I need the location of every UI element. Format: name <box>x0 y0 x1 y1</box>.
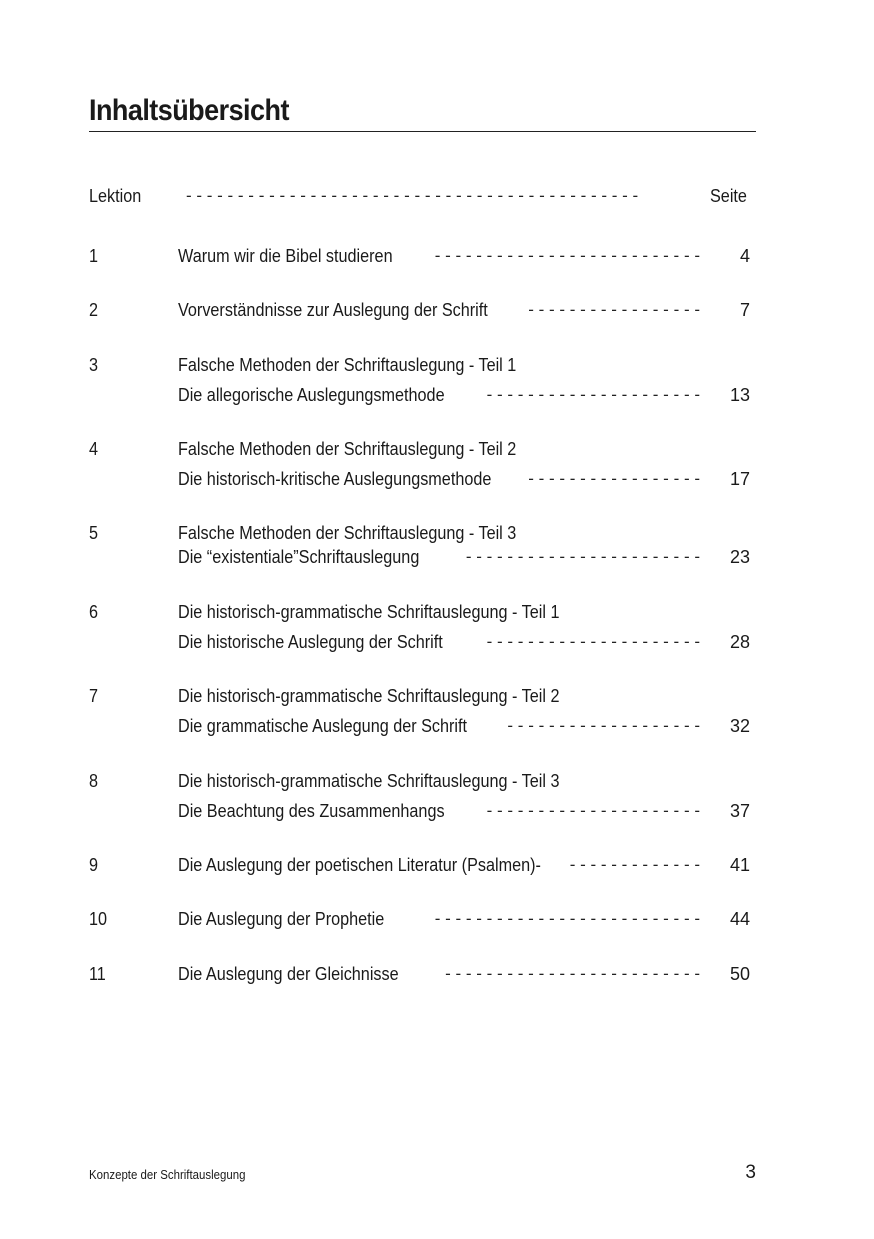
lesson-number: 3 <box>89 355 99 375</box>
header-leader-dots: - - - - - - - - - - - - - - - - - - - - - - - - - - - - - - - - - - - - - - - - - - - - <box>186 186 639 205</box>
lesson-subtitle: Die “existentiale”Schriftauslegung <box>178 547 420 567</box>
page-number: 28 <box>729 632 750 652</box>
leader-dots: - - - - - - - - - - - - - - - - - - - - - <box>486 632 700 651</box>
page-number: 32 <box>729 716 750 736</box>
lesson-number: 11 <box>89 964 106 984</box>
lesson-subtitle: Die allegorische Auslegungsmethode <box>178 385 445 405</box>
lesson-number: 1 <box>89 246 99 266</box>
page-number: 17 <box>729 469 750 489</box>
lesson-number: 10 <box>89 909 108 929</box>
lesson-number: 2 <box>89 300 99 320</box>
page-number: 23 <box>729 547 750 567</box>
page-number: 37 <box>729 801 750 821</box>
lesson-title: Die historisch-grammatische Schriftauslegung - Teil 3 <box>178 771 560 791</box>
leader-dots: - - - - - - - - - - - - - - - - - - - - - - - - - <box>445 964 700 983</box>
leader-dots: - - - - - - - - - - - - - - - - - - - - - - - - - - <box>434 246 700 265</box>
page-number: 41 <box>729 855 750 875</box>
lesson-title: Falsche Methoden der Schriftauslegung - Teil 1 <box>178 355 517 375</box>
leader-dots: - - - - - - - - - - - - - - - - - - - <box>507 716 700 735</box>
lesson-title: Vorverständnisse zur Auslegung der Schrift <box>178 300 488 320</box>
lesson-subtitle: Die grammatische Auslegung der Schrift <box>178 716 468 736</box>
lesson-title: Die historisch-grammatische Schriftauslegung - Teil 2 <box>178 686 560 706</box>
seite-header: Seite <box>710 186 747 206</box>
lesson-number: 8 <box>89 771 99 791</box>
lektion-header: Lektion <box>89 186 142 206</box>
lesson-title: Die Auslegung der poetischen Literatur (Psalmen)- <box>178 855 541 875</box>
page-title: Inhaltsübersicht <box>89 94 289 127</box>
lesson-subtitle: Die historische Auslegung der Schrift <box>178 632 443 652</box>
leader-dots: - - - - - - - - - - - - - <box>569 855 700 874</box>
lesson-title: Die Auslegung der Gleichnisse <box>178 964 399 984</box>
lesson-number: 7 <box>89 686 99 706</box>
leader-dots: - - - - - - - - - - - - - - - - - <box>528 300 700 319</box>
page-number: 50 <box>729 964 750 984</box>
lesson-subtitle: Die Beachtung des Zusammenhangs <box>178 801 445 821</box>
lesson-number: 5 <box>89 523 99 543</box>
lesson-number: 9 <box>89 855 99 875</box>
page-number: 44 <box>729 909 750 929</box>
lesson-number: 6 <box>89 602 99 622</box>
leader-dots: - - - - - - - - - - - - - - - - - - - - - <box>486 801 700 820</box>
leader-dots: - - - - - - - - - - - - - - - - - - - - - <box>486 385 700 404</box>
lesson-subtitle: Die historisch-kritische Auslegungsmethode <box>178 469 492 489</box>
footer-book-title: Konzepte der Schriftauslegung <box>89 1167 246 1182</box>
lesson-title: Falsche Methoden der Schriftauslegung - Teil 2 <box>178 439 517 459</box>
page-number: 7 <box>739 300 750 320</box>
leader-dots: - - - - - - - - - - - - - - - - - - - - - - - - - - <box>434 909 700 928</box>
footer-page-number: 3 <box>745 1162 756 1183</box>
page-number: 13 <box>729 385 750 405</box>
lesson-title: Die historisch-grammatische Schriftauslegung - Teil 1 <box>178 602 560 622</box>
lesson-title: Falsche Methoden der Schriftauslegung - Teil 3 <box>178 523 517 543</box>
lesson-number: 4 <box>89 439 99 459</box>
lesson-title: Warum wir die Bibel studieren <box>178 246 393 266</box>
lesson-title: Die Auslegung der Prophetie <box>178 909 385 929</box>
leader-dots: - - - - - - - - - - - - - - - - - <box>528 469 700 488</box>
leader-dots: - - - - - - - - - - - - - - - - - - - - - - - <box>465 547 700 566</box>
page-number: 4 <box>739 246 750 266</box>
